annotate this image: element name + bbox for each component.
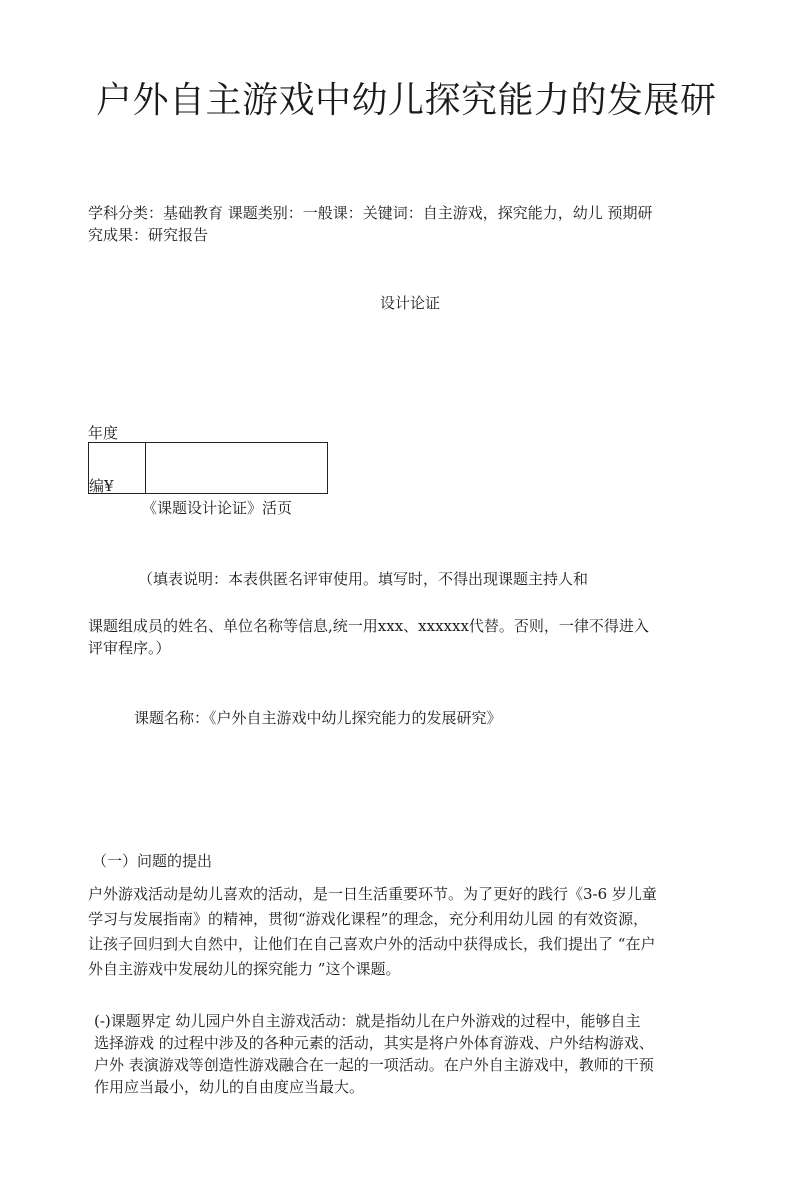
paragraph-line: 选择游戏 的过程中涉及的各种元素的活动，其实是将户外体育游戏、户外结构游戏、: [94, 1034, 654, 1052]
code-label: 编¥: [89, 477, 114, 495]
paragraph-line: 外自主游戏中发展幼儿的探究能力 ”这个课题。: [88, 960, 401, 978]
document-title: 户外自主游戏中幼儿探究能力的发展研: [96, 80, 717, 121]
paragraph-line: 户外游戏活动是幼儿喜欢的活动，是一日生活重要环节。为了更好的践行《3-6 岁儿童: [88, 885, 657, 903]
form-caption: 《课题设计论证》活页: [142, 499, 293, 517]
instructions-continued: [88, 615, 728, 659]
part-one-paragraph: [88, 882, 748, 982]
meta-line: 究成果：研究报告: [88, 226, 209, 244]
paragraph-line: (-)课题界定 幼儿园户外自主游戏活动：就是指幼儿在户外游戏的过程中，能够自主: [94, 1012, 641, 1030]
instructions-line-2: 课题组成员的姓名、单位名称等信息,统一用xxx、xxxxxx代替。否则，一律不得进入: [88, 617, 649, 635]
part-one-heading: （一）问题的提出: [92, 852, 213, 870]
instructions-line-3: 评审程序。）: [88, 639, 171, 657]
instructions-line-1: （填表说明：本表供匿名评审使用。填写时，不得出现课题主持人和: [138, 570, 589, 588]
document-meta: [88, 202, 728, 246]
meta-line: 学科分类：基础教育 课题类别：一般课：关键词：自主游戏，探究能力，幼儿 预期研: [88, 204, 653, 222]
paragraph-line: 户外 表演游戏等创造性游戏融合在一起的一项活动。在户外自主游戏中，教师的干预: [94, 1056, 654, 1074]
section-heading: 设计论证: [380, 294, 441, 312]
paragraph-line: 让孩子回归到大自然中，让他们在自己喜欢户外的活动中获得成长，我们提出了 “在户: [88, 935, 656, 953]
code-form-box: [88, 442, 328, 494]
paragraph-line: 作用应当最小，幼儿的自由度应当最大。: [94, 1078, 365, 1096]
paragraph-line: 学习与发展指南》的精神，贯彻“游戏化课程”的理念，充分利用幼儿园 的有效资源，: [88, 910, 649, 928]
year-label: 年度: [88, 424, 119, 442]
form-box-divider: [145, 443, 146, 493]
definition-paragraph: [94, 1010, 734, 1098]
topic-name: 课题名称：《户外自主游戏中幼儿探究能力的发展研究》: [134, 709, 502, 727]
